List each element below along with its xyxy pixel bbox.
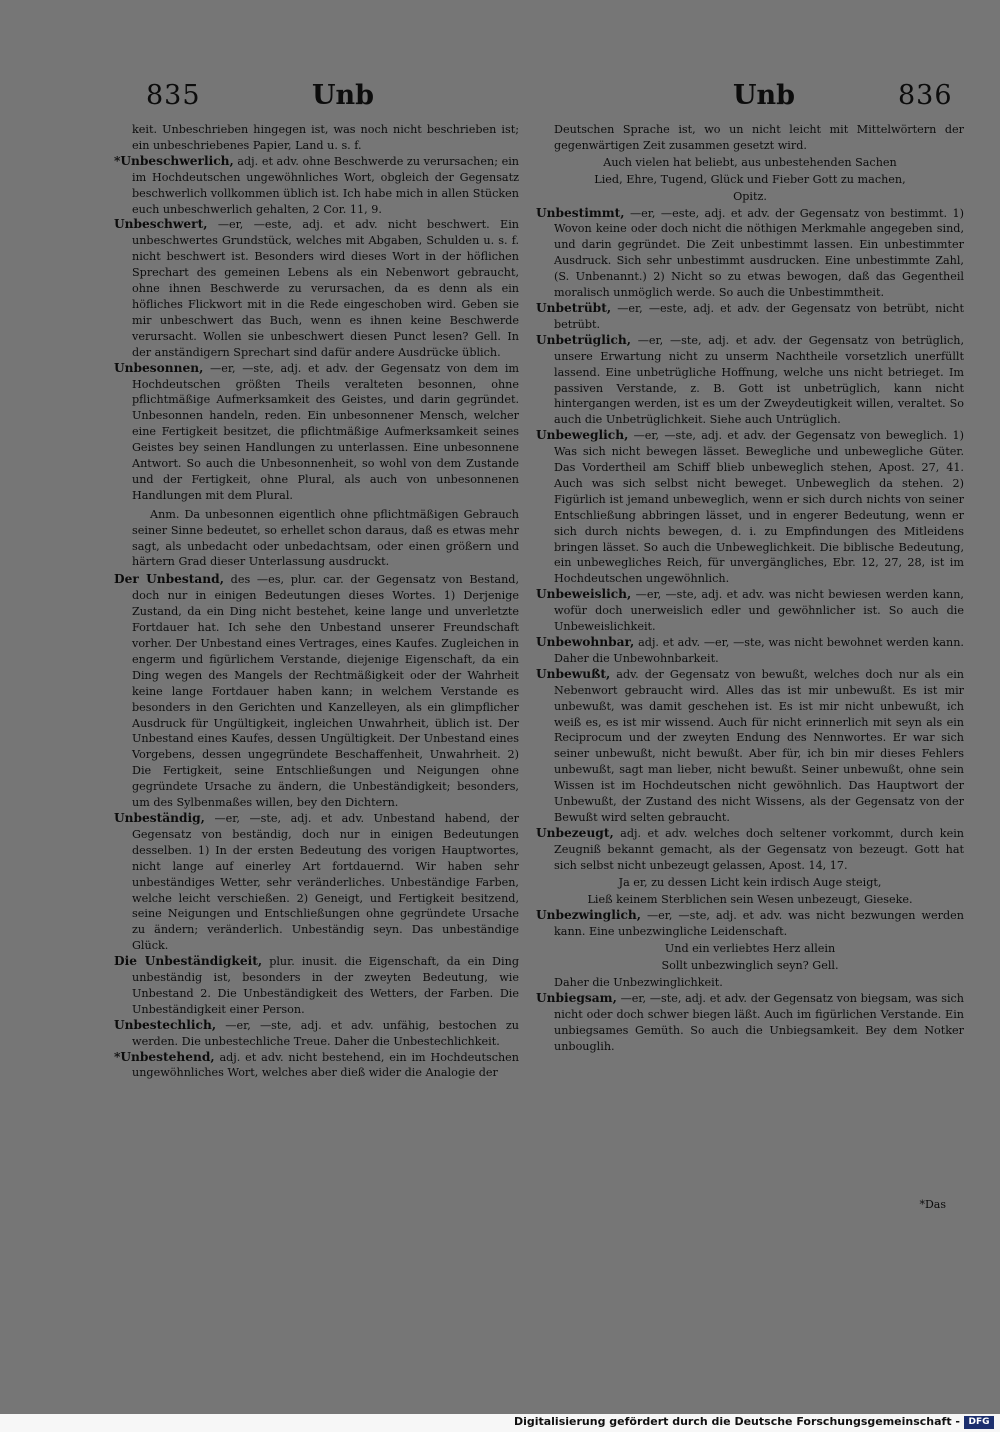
verse-quotation: Und ein verliebtes Herz allein — [664, 942, 836, 956]
running-head-left: Unb — [312, 80, 375, 111]
page-header — [0, 80, 1000, 120]
dictionary-entry — [536, 635, 964, 667]
entry-text: adj. et adv. welches doch seltener vorkommt, durch kein Zeugniß bekannt gemacht, als der Gegensatz von bezeugt. Gott hat sich selbst nicht unbezeugt gelassen, Apost. 14, 17. — [554, 826, 964, 872]
entry-headword: Unbiegsam, — [536, 990, 617, 1005]
footer-bar — [0, 1414, 1000, 1432]
dictionary-entry — [536, 908, 964, 940]
dfg-logo: DFG — [964, 1416, 994, 1429]
dictionary-entry — [536, 301, 964, 333]
dictionary-entry — [536, 428, 964, 587]
dictionary-entry — [114, 811, 519, 954]
entry-text: —er, —este, adj. et adv. der Gegensatz von betrübt, nicht betrübt. — [554, 301, 964, 331]
entry-text: —er, —ste, adj. et adv. der Gegensatz von betrüglich, unsere Erwartung nicht zu unserm Nachtheile vorsetzlich unerfüllt lassend. Eine unbetrügliche Hoffnung, welche uns nicht betrieget. Im passiven Verstande, z. B. Gott ist unbetrüglich, kann nicht hintergangen werden, ist es um der Zweydeutigkeit willen, veraltet. So auch die Unbetrüglichkeit. Siehe auch Untrüglich. — [554, 333, 964, 427]
entry-headword: Unbestechlich, — [114, 1017, 217, 1032]
verse-quotation: Opitz. — [733, 189, 767, 203]
entry-headword: Unbeschwert, — [114, 217, 208, 232]
right-column — [536, 122, 964, 1055]
entry-headword: Unbeweglich, — [536, 428, 629, 443]
entry-headword: Unbetrüglich, — [536, 332, 631, 347]
dictionary-entry — [536, 826, 964, 874]
entry-headword: Unbeständig, — [114, 810, 205, 825]
entry-text: —er, —ste, adj. et adv. der Gegensatz von beweglich. 1) Was sich nicht bewegen lässet. Bewegliche und unbewegliche Güter. Das Vordertheil am Schiff blieb unbeweglich stehen, Apost. 27, 41. Auch was sich selbst nicht beweget. Unbeweglich da stehen. 2) Figürlich ist jemand unbeweglich, wenn er sich durch nichts von seiner Entschließung abbringen lässet, und in engerer Bedeutung, wenn er sich durch nichts bewegen, d. i. zu Empfindungen des Mitleidens bringen lässet. So auch die Unbeweglichkeit. Die biblische Bedeutung, ein unbewegliches Reich, für unvergängliches, Ebr. 12, 27, 28, ist im Hochdeutschen ungewöhnlich. — [554, 429, 964, 586]
entry-text: plur. inusit. die Eigenschaft, da ein Ding unbeständig ist, besonders in der zweyten Bedeutung, wie Unbestand 2. Die Unbeständigkeit des Wetters, der Farben. Die Unbeständigkeit einer Person. — [132, 955, 519, 1016]
catchword: *Das — [919, 1198, 946, 1211]
verse-quotation: Sollt unbezwinglich seyn? Gell. — [661, 959, 839, 973]
verse-quotation: Ließ keinem Sterblichen sein Wesen unbezeugt, Gieseke. — [587, 892, 913, 906]
entry-text: —er, —ste, adj. et adv. was nicht bewiesen werden kann, wofür doch unerweislich edler und gewöhnlicher ist. So auch die Unbeweislichkeit. — [554, 588, 964, 634]
entry-text: —er, —ste, adj. et adv. unfähig, bestochen zu werden. Die unbestechliche Treue. Daher die Unbestechlichkeit. — [132, 1018, 519, 1048]
entry-text: des —es, plur. car. der Gegensatz von Bestand, doch nur in einigen Bedeutungen dieses Wortes. 1) Derjenige Zustand, da ein Ding nicht bestehet, keine lange und unverletzte Fortdauer hat. Ich sehe den Unbestand unserer Freundschaft vorher. Der Unbestand eines Vertrages, eines Kaufes. Zugleichen in engerm und figürlichem Verstande, diejenige Eigenschaft, da ein Ding wegen des Mangels der Rechtmäßigkeit oder der Wahrheit keine lange Fortdauer haben kann; in welchem Verstande es besonders in den Gerichten und Kanzelleyen, als ein glimpflicher Ausdruck für Ungültigkeit, ingleichen Unwahrheit, üblich ist. Der Unbestand eines Kaufes, dessen Ungültigkeit. Der Unbestand eines Vorgebens, dessen ungegründete Beschaffenheit, Unwahrheit. 2) Die Fertigkeit, seine Entschließungen und Neigungen ohne gegründete Ursache zu ändern, die Unbeständigkeit; besonders, um des Sylbenmaßes willen, bey den Dichtern. — [132, 573, 520, 810]
annotation-note: Anm. Da unbesonnen eigentlich ohne pflichtmäßigen Gebrauch seiner Sinne bedeutet, so erhellet schon daraus, daß es etwas mehr sagt, als unbedacht oder unbedachtsam, oder einen größern und härtern Grad dieser Unterlassung ausdruckt. — [132, 507, 519, 569]
entry-text: —er, —este, adj. et adv. der Gegensatz von bestimmt. 1) Wovon keine oder doch nicht die nöthigen Merkmahle angegeben sind, und darin gegründet. Die Zeit unbestimmt lassen. Ein unbestimmter Ausdruck. Sich sehr unbestimmt ausdrucken. Eine unbestimmte Zahl, (S. Unbenannt.) 2) Nicht so zu etwas bewogen, daß das Gegentheil moralisch unmöglich werde. So auch die Unbestimmtheit. — [554, 206, 964, 300]
footer-credit: Digitalisierung gefördert durch die Deutsche Forschungsgemeinschaft - — [513, 1415, 960, 1428]
dictionary-entry — [536, 587, 964, 635]
entry-text: adv. der Gegensatz von bewußt, welches doch nur als ein Nebenwort gebraucht wird. Alles das ist mir unbewußt. Es ist mir unbewußt, was damit geschehen ist. Es ist mir nicht unbewußt, ich weiß es, es ist mir wissend. Auch für nicht erinnerlich mit seyn als ein Reciprocum und der zweyten Endung des Nennwortes. Er war sich seiner unbewußt, nicht bewußt. Aber für, ich bin mir dieses Fehlers unbewußt, sagt man lieber, nicht bewußt. Seiner unbewußt, ohne sein Wissen ist im Hochdeutschen nicht gewöhnlich. Das Hauptwort der Unbewußt, der Zustand des nicht Wissens, als der Gegensatz von der Bewußt wird selten gebraucht. — [554, 667, 964, 824]
dictionary-entry — [114, 1018, 519, 1050]
dictionary-entry — [114, 1050, 519, 1082]
entry-headword: Unbezwinglich, — [536, 908, 641, 923]
verse-quotation: Lied, Ehre, Tugend, Glück und Fieber Gott zu machen, — [594, 172, 906, 186]
entry-text: —er, —ste, adj. et adv. der Gegensatz von biegsam, was sich nicht oder doch schwer biegen läßt. Auch im figürlichen Verstande. Ein unbiegsames Gemüth. So auch die Unbiegsamkeit. Bey dem Notker unbouglih. — [554, 991, 964, 1053]
running-head-right: Unb — [733, 80, 796, 111]
continued-text: keit. Unbeschrieben hingegen ist, was noch nicht beschrieben ist; ein unbeschriebenes Papier, Land u. s. f. — [132, 123, 519, 152]
entry-headword: Unbetrübt, — [536, 300, 612, 315]
entry-text: —er, —ste, adj. et adv. Unbestand habend, der Gegensatz von beständig, doch nur in einigen Bedeutungen desselben. 1) In der ersten Bedeutung des vorigen Hauptwortes, nicht lange auf einerley Art fortdauernd. Wir haben sehr unbeständiges Wetter, sehr veränderliches. Unbeständige Farben, welche leicht verschießen. 2) Geneigt, und Fertigkeit besitzend, seine Neigungen und Entschließungen ohne gegründete Ursache zu ändern; veränderlich. Unbeständig seyn. Das unbeständige Glück. — [132, 811, 519, 953]
entry-headword: *Unbeschwerlich, — [114, 153, 234, 168]
continued-text: Daher die Unbezwinglichkeit. — [554, 976, 723, 990]
entry-headword: Unbezeugt, — [536, 825, 614, 840]
verse-quotation: Auch vielen hat beliebt, aus unbestehenden Sachen — [603, 155, 897, 169]
entry-headword: Der Unbestand, — [114, 572, 224, 587]
entry-headword: Unbesonnen, — [114, 360, 204, 375]
entry-text: adj. et adv. ohne Beschwerde zu verursachen; ein im Hochdeutschen ungewöhnliches Wort, obgleich der Gegensatz beschwerlich vollkommen üblich ist. Ich habe mich in allen Stücken euch unbeschwerlich gehalten, 2 Cor. 11, 9. — [132, 154, 519, 216]
page-number-right: 836 — [898, 80, 953, 111]
entry-headword: *Unbestehend, — [114, 1049, 215, 1064]
dictionary-entry — [536, 206, 964, 301]
verse-quotation: Ja er, zu dessen Licht kein irdisch Auge steigt, — [618, 875, 882, 889]
dictionary-entry — [536, 333, 964, 428]
dictionary-entry — [536, 991, 964, 1055]
entry-text: adj. et adv. —er, —ste, was nicht bewohnet werden kann. Daher die Unbewohnbarkeit. — [554, 636, 964, 665]
page-number-left: 835 — [146, 80, 201, 111]
dictionary-entry — [114, 954, 519, 1018]
entry-text: —er, —ste, adj. et adv. was nicht bezwungen werden kann. Eine unbezwingliche Leidenschaft. — [554, 909, 964, 939]
entry-text: —er, —este, adj. et adv. nicht beschwert. Ein unbeschwertes Grundstück, welches mit Abgaben, Schulden u. s. f. nicht beschwert ist. Besonders wird dieses Wort in der höflichen Sprechart des gemeinen Lebens als ein Nebenwort gebraucht, ohne ihnen Beschwerde zu verursachen, da es denn als ein höfliches Flickwort mit in die Rede eingeschoben wird. Geben sie mir unbeschwert das Buch, wenn es ihnen keine Beschwerde verursacht. Wollen sie unbeschwert diesen Punct lesen? Gell. In der anständigern Sprechart sind dafür andere Ausdrücke üblich. — [132, 218, 519, 359]
dictionary-entry — [114, 217, 519, 360]
entry-text: —er, —ste, adj. et adv. der Gegensatz von dem im Hochdeutschen größten Theils veralteten besonnen, ohne pflichtmäßige Aufmerksamkeit des Geistes, und darin gegründet. Unbesonnen handeln, reden. Ein unbesonnener Mensch, welcher eine Fertigkeit besitzet, die pflichtmäßige Aufmerksamkeit seines Geistes bey seinen Handlungen zu unterlassen. Eine unbesonnene Antwort. So auch die Unbesonnenheit, so wohl von dem Zustande und der Fertigkeit, ohne Plural, als auch von unbesonnenen Handlungen mit dem Plural. — [132, 361, 519, 502]
entry-text: adj. et adv. nicht bestehend, ein im Hochdeutschen ungewöhnliches Wort, welches aber dieß wider die Analogie der — [132, 1050, 519, 1080]
dictionary-entry — [114, 572, 519, 811]
entry-headword: Unbewohnbar, — [536, 635, 635, 649]
continued-text: Deutschen Sprache ist, wo un nicht leicht mit Mittelwörtern der gegenwärtigen Zeit zusammen gesetzt wird. — [554, 123, 964, 152]
entry-headword: Unbestimmt, — [536, 205, 625, 220]
dictionary-entry — [536, 667, 964, 826]
left-column — [114, 122, 519, 1081]
entry-headword: Die Unbeständigkeit, — [114, 954, 263, 969]
dictionary-entry — [114, 361, 519, 504]
entry-headword: Unbeweislich, — [536, 587, 632, 602]
entry-headword: Unbewußt, — [536, 666, 611, 681]
dictionary-entry — [114, 154, 519, 218]
